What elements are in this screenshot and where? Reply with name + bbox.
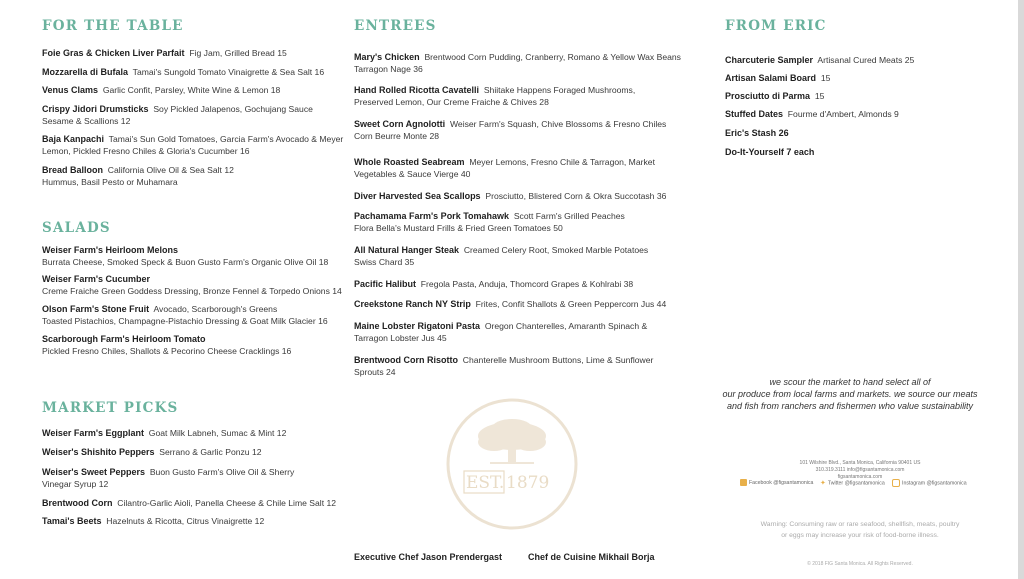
item-desc-cont: Swiss Chard 35 bbox=[354, 257, 415, 267]
item-desc: Meyer Lemons, Fresno Chile & Tarragon, Market bbox=[469, 157, 655, 167]
menu-item bbox=[725, 108, 899, 120]
menu-item bbox=[42, 497, 336, 509]
tagline-line: and fish from ranchers and fishermen who value sustainability bbox=[726, 401, 974, 411]
menu-item bbox=[42, 427, 286, 439]
item-name: Weiser Farm's Heirloom Melons bbox=[42, 245, 179, 255]
item-name: Weiser Farm's Cucumber bbox=[42, 274, 151, 284]
menu-item bbox=[354, 354, 653, 378]
item-desc-cont: Tarragon Lobster Jus 45 bbox=[354, 333, 447, 343]
item-name: Scarborough Farm's Heirloom Tomato bbox=[42, 334, 206, 344]
menu-item bbox=[42, 333, 291, 357]
item-name: Foie Gras & Chicken Liver Parfait bbox=[42, 48, 185, 58]
item-desc: Buon Gusto Farm's Olive Oil & Sherry bbox=[149, 467, 295, 477]
menu-item bbox=[354, 298, 666, 310]
item-desc: Garlic Confit, Parsley, White Wine & Lemon 18 bbox=[102, 85, 281, 95]
item-desc: Goat Milk Labneh, Sumac & Mint 12 bbox=[148, 428, 287, 438]
facebook-handle: Facebook @figsantamonica bbox=[749, 479, 814, 486]
item-name: Prosciutto di Parma bbox=[725, 91, 811, 101]
item-desc-cont: Creme Fraiche Green Goddess Dressing, Bronze Fennel & Torpedo Onions 14 bbox=[42, 286, 342, 296]
contact-info bbox=[740, 460, 980, 481]
item-name: Weiser Farm's Eggplant bbox=[42, 428, 145, 438]
item-desc: Frites, Confit Shallots & Green Peppercorn Jus 44 bbox=[475, 299, 667, 309]
item-desc: Oregon Chanterelles, Amaranth Spinach & bbox=[484, 321, 648, 331]
menu-item bbox=[42, 244, 328, 268]
copyright: © 2018 FIG Santa Monica. All Rights Reserved. bbox=[807, 561, 913, 567]
item-desc-cont: Hummus, Basil Pesto or Muhamara bbox=[42, 177, 178, 187]
item-name: Creekstone Ranch NY Strip bbox=[354, 299, 471, 309]
section-heading-for-the-table: FOR THE TABLE bbox=[42, 18, 184, 34]
section-heading-entrees: ENTREES bbox=[354, 18, 437, 34]
item-name: Weiser's Sweet Peppers bbox=[42, 467, 146, 477]
item-desc-cont: Flora Bella's Mustard Frills & Fried Green Tomatoes 50 bbox=[354, 223, 563, 233]
instagram-icon bbox=[892, 479, 900, 487]
item-name: Maine Lobster Rigatoni Pasta bbox=[354, 321, 481, 331]
menu-item bbox=[354, 156, 655, 180]
item-name: Stuffed Dates bbox=[725, 109, 784, 119]
menu-item bbox=[42, 515, 264, 527]
twitter-icon: ✦ bbox=[820, 480, 826, 487]
item-desc: Scott Farm's Grilled Peaches bbox=[513, 211, 625, 221]
item-desc: Weiser Farm's Squash, Chive Blossoms & Fresno Chiles bbox=[449, 119, 667, 129]
facebook-icon bbox=[740, 479, 747, 486]
item-desc: 15 bbox=[814, 91, 825, 101]
est-seal bbox=[464, 471, 549, 493]
section-heading-salads: SALADS bbox=[42, 220, 111, 236]
item-desc: Brentwood Corn Pudding, Cranberry, Romano & Yellow Wax Beans bbox=[424, 52, 681, 62]
menu-item bbox=[42, 164, 234, 188]
menu-item bbox=[42, 103, 313, 127]
item-desc: Prosciutto, Blistered Corn & Okra Succotash 36 bbox=[485, 191, 667, 201]
menu-item bbox=[42, 47, 287, 59]
item-desc: Fourme d'Ambert, Almonds 9 bbox=[787, 109, 899, 119]
facebook-link[interactable] bbox=[740, 479, 813, 486]
item-name: Venus Clams bbox=[42, 85, 99, 95]
section-heading-market-picks: MARKET PICKS bbox=[42, 400, 179, 416]
item-desc: 15 bbox=[820, 73, 831, 83]
item-name: Pacific Halibut bbox=[354, 279, 417, 289]
menu-item bbox=[354, 278, 633, 290]
item-desc: Soy Pickled Jalapenos, Gochujang Sauce bbox=[153, 104, 313, 114]
item-desc: Serrano & Garlic Ponzu 12 bbox=[159, 447, 262, 457]
item-name: Artisan Salami Board bbox=[725, 73, 817, 83]
item-name: Brentwood Corn Risotto bbox=[354, 355, 458, 365]
menu-item bbox=[725, 146, 814, 158]
instagram-link[interactable] bbox=[892, 479, 967, 487]
item-desc-cont: Sprouts 24 bbox=[354, 367, 396, 377]
executive-chef: Executive Chef Jason Prendergast bbox=[354, 552, 503, 562]
item-name: Weiser's Shishito Peppers bbox=[42, 447, 155, 457]
item-desc: Cilantro-Garlic Aioli, Panella Cheese & Chile Lime Salt 12 bbox=[117, 498, 337, 508]
logo-est: EST. bbox=[466, 473, 505, 493]
menu-item bbox=[42, 84, 280, 96]
warning-line: Warning: Consuming raw or rare seafood, shellfish, meats, poultry bbox=[760, 521, 960, 528]
section-heading-from-eric: FROM ERIC bbox=[725, 18, 827, 34]
item-desc: Fregola Pasta, Anduja, Thomcord Grapes & Kohlrabi 38 bbox=[420, 279, 634, 289]
item-name: Baja Kanpachi bbox=[42, 134, 105, 144]
item-desc: Avocado, Scarborough's Greens bbox=[153, 304, 278, 314]
menu-item bbox=[354, 118, 666, 142]
item-name: Crispy Jidori Drumsticks bbox=[42, 104, 149, 114]
item-desc-cont: Pickled Fresno Chiles, Shallots & Pecorino Cheese Cracklings 16 bbox=[42, 346, 292, 356]
menu-item bbox=[354, 51, 681, 75]
item-desc-cont: Lemon, Pickled Fresno Chiles & Gloria's Cucumber 16 bbox=[42, 146, 250, 156]
item-name: Mozzarella di Bufala bbox=[42, 67, 129, 77]
menu-item bbox=[354, 210, 625, 234]
menu-item bbox=[354, 244, 648, 268]
sourcing-statement bbox=[700, 376, 1000, 412]
twitter-link[interactable] bbox=[820, 479, 885, 487]
menu-item bbox=[725, 72, 830, 84]
twitter-handle: Twitter @figsantamonica bbox=[827, 480, 885, 487]
tagline-line: we scour the market to hand select all of bbox=[769, 377, 931, 387]
menu-item bbox=[42, 133, 343, 157]
item-name: Hand Rolled Ricotta Cavatelli bbox=[354, 85, 480, 95]
item-desc: Tamai's Sun Gold Tomatoes, Garcia Farm's Avocado & Meyer bbox=[108, 134, 344, 144]
menu-item bbox=[725, 90, 824, 102]
item-desc: Chanterelle Mushroom Buttons, Lime & Sunflower bbox=[462, 355, 654, 365]
item-name: Olson Farm's Stone Fruit bbox=[42, 304, 150, 314]
item-desc-cont: Vegetables & Sauce Vierge 40 bbox=[354, 169, 471, 179]
item-name: Do-It-Yourself 7 each bbox=[725, 147, 815, 157]
item-name: Mary's Chicken bbox=[354, 52, 420, 62]
item-desc-cont: Sesame & Scallions 12 bbox=[42, 116, 131, 126]
address-line: 101 Wilshire Blvd., Santa Monica, California 90401 US bbox=[799, 460, 921, 466]
logo-year: 1879 bbox=[506, 473, 550, 493]
restaurant-logo bbox=[444, 396, 580, 532]
item-desc: California Olive Oil & Sea Salt 12 bbox=[107, 165, 234, 175]
item-name: Charcuterie Sampler bbox=[725, 55, 814, 65]
item-desc-cont: Toasted Pistachios, Champagne-Pistachio Dressing & Goat Milk Glacier 16 bbox=[42, 316, 328, 326]
menu-item bbox=[42, 446, 262, 458]
page-edge bbox=[1018, 0, 1024, 579]
item-desc: Fig Jam, Grilled Bread 15 bbox=[189, 48, 287, 58]
item-desc-cont: Corn Beurre Monte 28 bbox=[354, 131, 440, 141]
item-desc-cont: Burrata Cheese, Smoked Speck & Buon Gusto Farm's Organic Olive Oil 18 bbox=[42, 257, 329, 267]
item-desc-cont: Preserved Lemon, Our Creme Fraiche & Chives 28 bbox=[354, 97, 549, 107]
item-desc: Creamed Celery Root, Smoked Marble Potatoes bbox=[463, 245, 649, 255]
item-desc: Hazelnuts & Ricotta, Citrus Vinaigrette 12 bbox=[106, 516, 265, 526]
menu-item bbox=[42, 66, 324, 78]
item-desc: Tamai's Sungold Tomato Vinaigrette & Sea Salt 16 bbox=[132, 67, 325, 77]
item-name: Pachamama Farm's Pork Tomahawk bbox=[354, 211, 510, 221]
tagline-line: our produce from local farms and markets. we source our meats bbox=[722, 389, 978, 399]
menu-item bbox=[354, 190, 666, 202]
item-name: Tamai's Beets bbox=[42, 516, 102, 526]
menu-item bbox=[725, 54, 914, 66]
menu-item bbox=[354, 320, 647, 344]
item-name: Diver Harvested Sea Scallops bbox=[354, 191, 481, 201]
menu-item bbox=[725, 127, 789, 139]
warning-line: or eggs may increase your risk of food-borne illness. bbox=[781, 532, 939, 539]
item-name: Eric's Stash 26 bbox=[725, 128, 789, 138]
health-warning bbox=[740, 519, 980, 541]
item-name: Whole Roasted Seabream bbox=[354, 157, 465, 167]
instagram-handle: Instagram @figsantamonica bbox=[902, 480, 967, 487]
item-name: Brentwood Corn bbox=[42, 498, 113, 508]
menu-item bbox=[42, 273, 342, 297]
menu-item bbox=[42, 303, 328, 327]
oak-tree-icon bbox=[478, 419, 546, 464]
item-name: All Natural Hanger Steak bbox=[354, 245, 460, 255]
item-desc-cont: Tarragon Nage 36 bbox=[354, 64, 423, 74]
item-name: Sweet Corn Agnolotti bbox=[354, 119, 446, 129]
menu-item bbox=[42, 466, 294, 490]
phone-email-line: 310.319.3111 info@figsantamonica.com bbox=[815, 467, 905, 473]
menu-item bbox=[354, 84, 635, 108]
item-desc: Artisanal Cured Meats 25 bbox=[817, 55, 915, 65]
chef-de-cuisine: Chef de Cuisine Mikhail Borja bbox=[528, 552, 655, 562]
website-line: figsantamonica.com bbox=[837, 474, 883, 480]
item-desc: Shiitake Happens Foraged Mushrooms, bbox=[483, 85, 636, 95]
item-name: Bread Balloon bbox=[42, 165, 104, 175]
item-desc-cont: Vinegar Syrup 12 bbox=[42, 479, 109, 489]
